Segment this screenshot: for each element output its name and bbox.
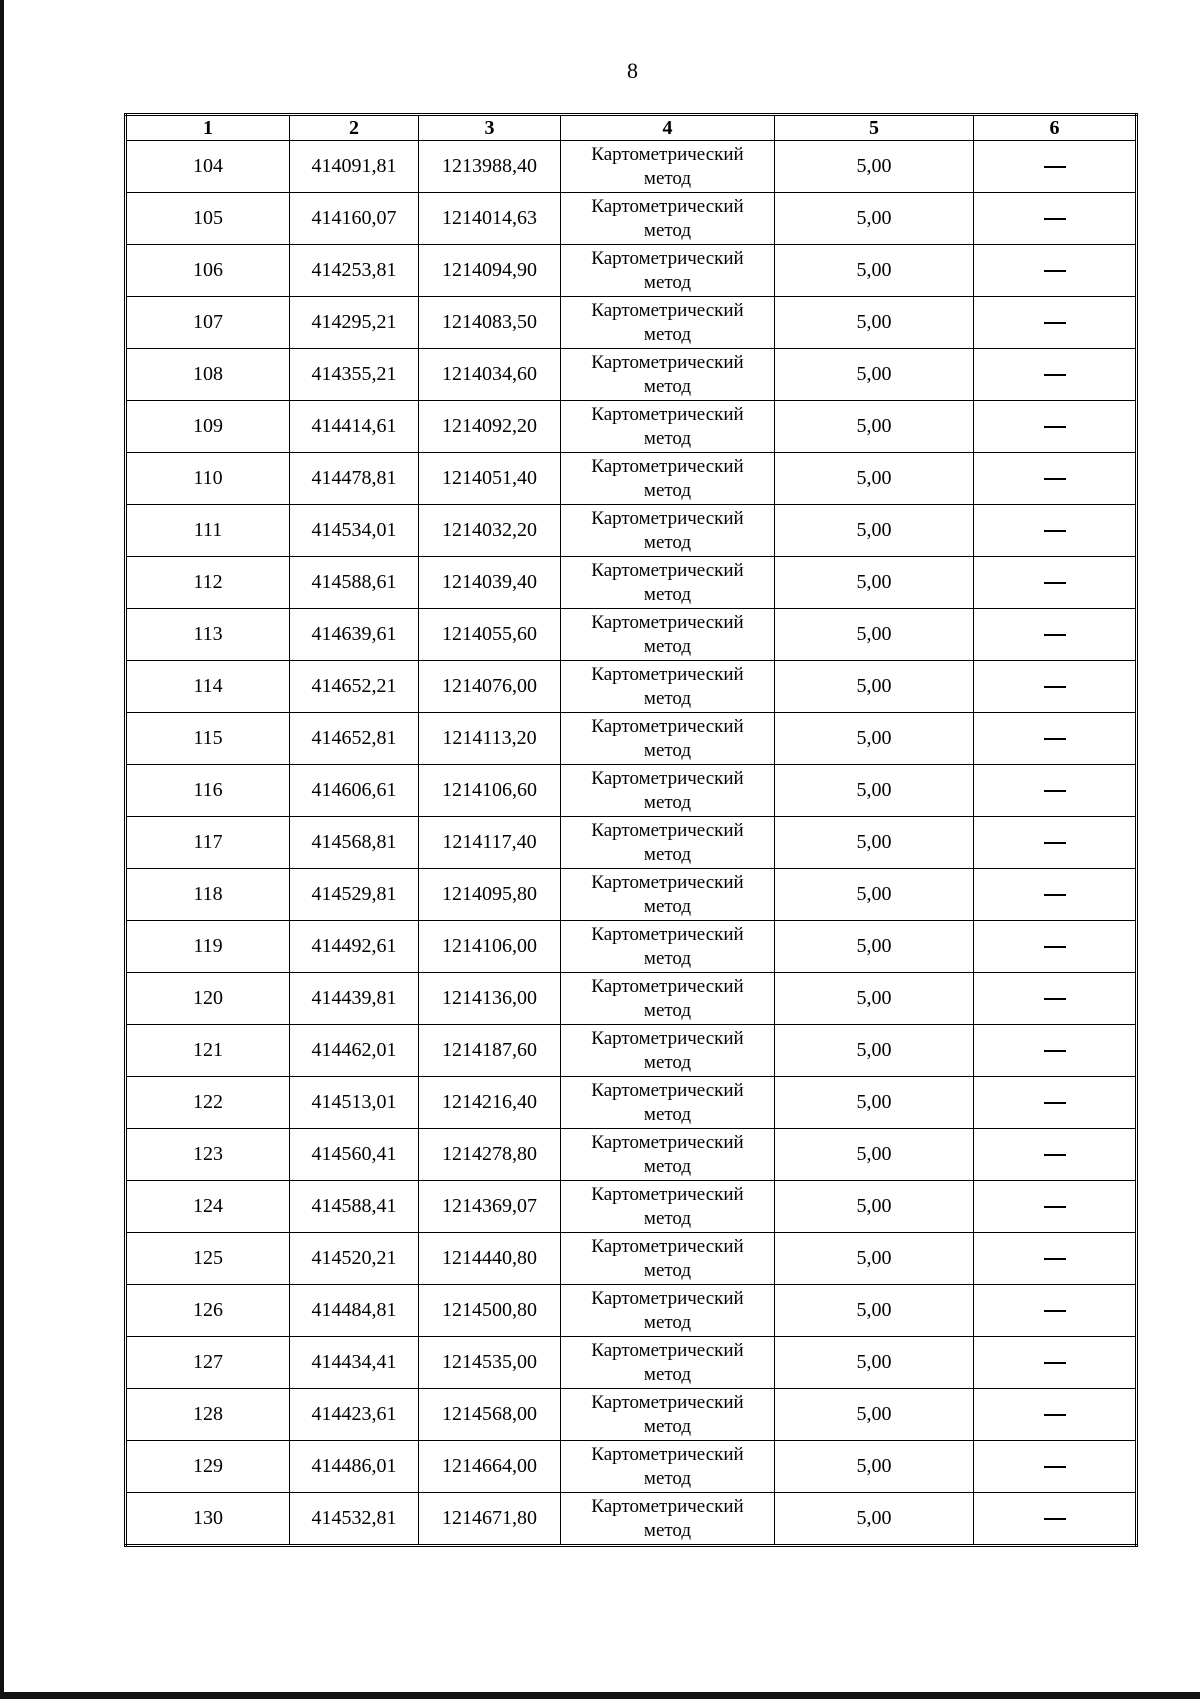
method-line-2: метод [643, 1259, 692, 1281]
x-coordinate-cell: 414355,21 [290, 349, 419, 401]
x-coordinate-cell: 414160,07 [290, 193, 419, 245]
x-coordinate-cell: 414588,61 [290, 557, 419, 609]
method-line-1: Картометрический [591, 299, 744, 321]
x-coordinate-cell: 414568,81 [290, 817, 419, 869]
method-line-1: Картометрический [591, 247, 744, 269]
y-coordinate-cell: 1214671,80 [419, 1493, 561, 1546]
method-line-1: Картометрический [591, 1443, 744, 1465]
column-6-cell [974, 869, 1137, 921]
header-col-4: 4 [561, 115, 775, 141]
accuracy-cell: 5,00 [775, 661, 974, 713]
method-cell [561, 1129, 775, 1181]
point-number-cell: 124 [126, 1181, 290, 1233]
point-number-cell: 129 [126, 1441, 290, 1493]
column-6-cell [974, 1441, 1137, 1493]
method-line-2: метод [643, 791, 692, 813]
accuracy-cell: 5,00 [775, 1285, 974, 1337]
method-line-2: метод [643, 1467, 692, 1489]
method-cell [561, 1337, 775, 1389]
table-row [126, 453, 1137, 505]
column-6-cell [974, 765, 1137, 817]
point-number-cell: 114 [126, 661, 290, 713]
table-row [126, 609, 1137, 661]
point-number-cell: 106 [126, 245, 290, 297]
page-left-edge [0, 0, 4, 1699]
method-cell [561, 245, 775, 297]
point-number-cell: 117 [126, 817, 290, 869]
table-row [126, 141, 1137, 193]
method-line-1: Картометрический [591, 143, 744, 165]
method-cell [561, 973, 775, 1025]
method-cell [561, 817, 775, 869]
method-cell [561, 1077, 775, 1129]
table-row [126, 921, 1137, 973]
table-row [126, 1233, 1137, 1285]
point-number-cell: 121 [126, 1025, 290, 1077]
y-coordinate-cell: 1214117,40 [419, 817, 561, 869]
method-cell [561, 557, 775, 609]
column-6-cell [974, 661, 1137, 713]
column-6-cell [974, 401, 1137, 453]
x-coordinate-cell: 414295,21 [290, 297, 419, 349]
x-coordinate-cell: 414529,81 [290, 869, 419, 921]
method-line-2: метод [643, 843, 692, 865]
accuracy-cell: 5,00 [775, 609, 974, 661]
method-line-2: метод [643, 323, 692, 345]
dash-mark [1044, 426, 1066, 428]
dash-mark [1044, 1414, 1066, 1416]
method-line-1: Картометрический [591, 663, 744, 685]
method-line-1: Картометрический [591, 871, 744, 893]
point-number-cell: 109 [126, 401, 290, 453]
column-6-cell [974, 505, 1137, 557]
dash-mark [1044, 582, 1066, 584]
header-row [126, 115, 1137, 141]
y-coordinate-cell: 1214136,00 [419, 973, 561, 1025]
table-body [126, 141, 1137, 1546]
method-cell [561, 609, 775, 661]
x-coordinate-cell: 414253,81 [290, 245, 419, 297]
y-coordinate-cell: 1214500,80 [419, 1285, 561, 1337]
method-line-2: метод [643, 947, 692, 969]
method-line-2: метод [643, 375, 692, 397]
table-row [126, 973, 1137, 1025]
x-coordinate-cell: 414652,81 [290, 713, 419, 765]
method-line-1: Картометрический [591, 715, 744, 737]
y-coordinate-cell: 1214216,40 [419, 1077, 561, 1129]
method-line-2: метод [643, 427, 692, 449]
dash-mark [1044, 738, 1066, 740]
accuracy-cell: 5,00 [775, 245, 974, 297]
x-coordinate-cell: 414414,61 [290, 401, 419, 453]
table-row [126, 765, 1137, 817]
x-coordinate-cell: 414486,01 [290, 1441, 419, 1493]
column-6-cell [974, 973, 1137, 1025]
point-number-cell: 104 [126, 141, 290, 193]
y-coordinate-cell: 1214051,40 [419, 453, 561, 505]
method-cell [561, 661, 775, 713]
point-number-cell: 123 [126, 1129, 290, 1181]
dash-mark [1044, 1102, 1066, 1104]
method-cell [561, 1181, 775, 1233]
method-line-2: метод [643, 219, 692, 241]
method-cell [561, 713, 775, 765]
accuracy-cell: 5,00 [775, 1129, 974, 1181]
table-row [126, 1389, 1137, 1441]
dash-mark [1044, 946, 1066, 948]
page-number: 8 [627, 58, 638, 83]
table-row [126, 349, 1137, 401]
point-number-cell: 105 [126, 193, 290, 245]
x-coordinate-cell: 414513,01 [290, 1077, 419, 1129]
header-col-6: 6 [974, 115, 1137, 141]
method-line-1: Картометрический [591, 819, 744, 841]
method-line-2: метод [643, 1363, 692, 1385]
method-cell [561, 1389, 775, 1441]
y-coordinate-cell: 1214187,60 [419, 1025, 561, 1077]
column-6-cell [974, 713, 1137, 765]
column-6-cell [974, 1077, 1137, 1129]
method-line-2: метод [643, 739, 692, 761]
column-6-cell [974, 141, 1137, 193]
method-line-1: Картометрический [591, 559, 744, 581]
dash-mark [1044, 1154, 1066, 1156]
accuracy-cell: 5,00 [775, 349, 974, 401]
table-row [126, 1285, 1137, 1337]
table-row [126, 297, 1137, 349]
point-number-cell: 127 [126, 1337, 290, 1389]
method-line-1: Картометрический [591, 1183, 744, 1205]
method-line-2: метод [643, 271, 692, 293]
method-line-1: Картометрический [591, 1027, 744, 1049]
x-coordinate-cell: 414532,81 [290, 1493, 419, 1546]
accuracy-cell: 5,00 [775, 557, 974, 609]
point-number-cell: 130 [126, 1493, 290, 1546]
x-coordinate-cell: 414434,41 [290, 1337, 419, 1389]
method-cell [561, 869, 775, 921]
y-coordinate-cell: 1214055,60 [419, 609, 561, 661]
method-line-2: метод [643, 895, 692, 917]
page-bottom-edge [0, 1692, 1200, 1699]
method-cell [561, 401, 775, 453]
accuracy-cell: 5,00 [775, 1389, 974, 1441]
point-number-cell: 107 [126, 297, 290, 349]
y-coordinate-cell: 1214083,50 [419, 297, 561, 349]
method-cell [561, 193, 775, 245]
method-line-1: Картометрический [591, 767, 744, 789]
point-number-cell: 110 [126, 453, 290, 505]
method-line-1: Картометрический [591, 1339, 744, 1361]
table-row [126, 1181, 1137, 1233]
method-line-1: Картометрический [591, 351, 744, 373]
method-line-2: метод [643, 1311, 692, 1333]
method-cell [561, 453, 775, 505]
accuracy-cell: 5,00 [775, 401, 974, 453]
y-coordinate-cell: 1213988,40 [419, 141, 561, 193]
dash-mark [1044, 478, 1066, 480]
point-number-cell: 119 [126, 921, 290, 973]
y-coordinate-cell: 1214094,90 [419, 245, 561, 297]
accuracy-cell: 5,00 [775, 297, 974, 349]
dash-mark [1044, 634, 1066, 636]
x-coordinate-cell: 414652,21 [290, 661, 419, 713]
method-line-2: метод [643, 1103, 692, 1125]
point-number-cell: 113 [126, 609, 290, 661]
method-line-2: метод [643, 999, 692, 1021]
method-line-1: Картометрический [591, 1495, 744, 1517]
dash-mark [1044, 374, 1066, 376]
x-coordinate-cell: 414439,81 [290, 973, 419, 1025]
x-coordinate-cell: 414606,61 [290, 765, 419, 817]
method-cell [561, 1233, 775, 1285]
column-6-cell [974, 1129, 1137, 1181]
dash-mark [1044, 270, 1066, 272]
method-cell [561, 1025, 775, 1077]
method-line-1: Картометрический [591, 1131, 744, 1153]
method-line-2: метод [643, 531, 692, 553]
method-line-1: Картометрический [591, 975, 744, 997]
method-line-2: метод [643, 479, 692, 501]
table-row [126, 193, 1137, 245]
header-col-3: 3 [419, 115, 561, 141]
method-line-1: Картометрический [591, 1235, 744, 1257]
accuracy-cell: 5,00 [775, 921, 974, 973]
accuracy-cell: 5,00 [775, 193, 974, 245]
method-line-1: Картометрический [591, 455, 744, 477]
column-6-cell [974, 1233, 1137, 1285]
method-cell [561, 765, 775, 817]
table-row [126, 661, 1137, 713]
method-line-1: Картометрический [591, 507, 744, 529]
method-line-2: метод [643, 635, 692, 657]
column-6-cell [974, 1493, 1137, 1546]
x-coordinate-cell: 414492,61 [290, 921, 419, 973]
table-row [126, 505, 1137, 557]
dash-mark [1044, 218, 1066, 220]
dash-mark [1044, 842, 1066, 844]
y-coordinate-cell: 1214106,60 [419, 765, 561, 817]
method-line-2: метод [643, 687, 692, 709]
column-6-cell [974, 1181, 1137, 1233]
accuracy-cell: 5,00 [775, 1025, 974, 1077]
dash-mark [1044, 1362, 1066, 1364]
point-number-cell: 115 [126, 713, 290, 765]
method-cell [561, 141, 775, 193]
column-6-cell [974, 1285, 1137, 1337]
y-coordinate-cell: 1214106,00 [419, 921, 561, 973]
column-6-cell [974, 1025, 1137, 1077]
point-number-cell: 116 [126, 765, 290, 817]
dash-mark [1044, 998, 1066, 1000]
x-coordinate-cell: 414560,41 [290, 1129, 419, 1181]
method-line-1: Картометрический [591, 195, 744, 217]
column-6-cell [974, 1337, 1137, 1389]
y-coordinate-cell: 1214664,00 [419, 1441, 561, 1493]
method-line-2: метод [643, 1519, 692, 1541]
header-col-2: 2 [290, 115, 419, 141]
column-6-cell [974, 817, 1137, 869]
method-line-1: Картометрический [591, 1391, 744, 1413]
point-number-cell: 126 [126, 1285, 290, 1337]
column-6-cell [974, 1389, 1137, 1441]
method-cell [561, 1285, 775, 1337]
accuracy-cell: 5,00 [775, 453, 974, 505]
accuracy-cell: 5,00 [775, 713, 974, 765]
method-line-1: Картометрический [591, 611, 744, 633]
accuracy-cell: 5,00 [775, 1493, 974, 1546]
x-coordinate-cell: 414091,81 [290, 141, 419, 193]
table-row [126, 817, 1137, 869]
accuracy-cell: 5,00 [775, 1337, 974, 1389]
x-coordinate-cell: 414588,41 [290, 1181, 419, 1233]
y-coordinate-cell: 1214076,00 [419, 661, 561, 713]
x-coordinate-cell: 414534,01 [290, 505, 419, 557]
column-6-cell [974, 609, 1137, 661]
header-col-1: 1 [126, 115, 290, 141]
point-number-cell: 128 [126, 1389, 290, 1441]
dash-mark [1044, 1466, 1066, 1468]
header-col-5: 5 [775, 115, 974, 141]
accuracy-cell: 5,00 [775, 1181, 974, 1233]
method-cell [561, 1493, 775, 1546]
dash-mark [1044, 1206, 1066, 1208]
y-coordinate-cell: 1214034,60 [419, 349, 561, 401]
accuracy-cell: 5,00 [775, 141, 974, 193]
dash-mark [1044, 1258, 1066, 1260]
x-coordinate-cell: 414520,21 [290, 1233, 419, 1285]
table-row [126, 1337, 1137, 1389]
dash-mark [1044, 790, 1066, 792]
accuracy-cell: 5,00 [775, 1233, 974, 1285]
dash-mark [1044, 1518, 1066, 1520]
column-6-cell [974, 921, 1137, 973]
column-6-cell [974, 297, 1137, 349]
y-coordinate-cell: 1214095,80 [419, 869, 561, 921]
y-coordinate-cell: 1214440,80 [419, 1233, 561, 1285]
table-row [126, 557, 1137, 609]
point-number-cell: 122 [126, 1077, 290, 1129]
accuracy-cell: 5,00 [775, 505, 974, 557]
dash-mark [1044, 894, 1066, 896]
accuracy-cell: 5,00 [775, 817, 974, 869]
column-6-cell [974, 193, 1137, 245]
accuracy-cell: 5,00 [775, 1441, 974, 1493]
method-line-1: Картометрический [591, 403, 744, 425]
dash-mark [1044, 530, 1066, 532]
table-row [126, 1493, 1137, 1546]
column-6-cell [974, 245, 1137, 297]
table-row [126, 245, 1137, 297]
y-coordinate-cell: 1214568,00 [419, 1389, 561, 1441]
x-coordinate-cell: 414484,81 [290, 1285, 419, 1337]
y-coordinate-cell: 1214092,20 [419, 401, 561, 453]
accuracy-cell: 5,00 [775, 869, 974, 921]
accuracy-cell: 5,00 [775, 765, 974, 817]
method-line-2: метод [643, 1155, 692, 1177]
point-number-cell: 111 [126, 505, 290, 557]
method-line-2: метод [643, 1207, 692, 1229]
y-coordinate-cell: 1214032,20 [419, 505, 561, 557]
table-row [126, 1025, 1137, 1077]
point-number-cell: 125 [126, 1233, 290, 1285]
method-cell [561, 297, 775, 349]
table-header [126, 115, 1137, 141]
x-coordinate-cell: 414478,81 [290, 453, 419, 505]
x-coordinate-cell: 414423,61 [290, 1389, 419, 1441]
method-line-2: метод [643, 1415, 692, 1437]
y-coordinate-cell: 1214039,40 [419, 557, 561, 609]
method-line-2: метод [643, 583, 692, 605]
y-coordinate-cell: 1214278,80 [419, 1129, 561, 1181]
method-line-2: метод [643, 1051, 692, 1073]
column-6-cell [974, 557, 1137, 609]
y-coordinate-cell: 1214014,63 [419, 193, 561, 245]
dash-mark [1044, 1310, 1066, 1312]
x-coordinate-cell: 414639,61 [290, 609, 419, 661]
method-line-1: Картометрический [591, 1287, 744, 1309]
point-number-cell: 120 [126, 973, 290, 1025]
method-cell [561, 1441, 775, 1493]
method-line-1: Картометрический [591, 1079, 744, 1101]
method-line-1: Картометрический [591, 923, 744, 945]
point-number-cell: 118 [126, 869, 290, 921]
table-row [126, 1129, 1137, 1181]
table-row [126, 869, 1137, 921]
dash-mark [1044, 166, 1066, 168]
accuracy-cell: 5,00 [775, 1077, 974, 1129]
y-coordinate-cell: 1214113,20 [419, 713, 561, 765]
table-row [126, 713, 1137, 765]
column-6-cell [974, 453, 1137, 505]
x-coordinate-cell: 414462,01 [290, 1025, 419, 1077]
point-number-cell: 108 [126, 349, 290, 401]
method-cell [561, 921, 775, 973]
dash-mark [1044, 1050, 1066, 1052]
accuracy-cell: 5,00 [775, 973, 974, 1025]
table-row [126, 1441, 1137, 1493]
method-cell [561, 349, 775, 401]
table-row [126, 1077, 1137, 1129]
method-cell [561, 505, 775, 557]
point-number-cell: 112 [126, 557, 290, 609]
dash-mark [1044, 322, 1066, 324]
y-coordinate-cell: 1214369,07 [419, 1181, 561, 1233]
method-line-2: метод [643, 167, 692, 189]
coordinates-table [124, 113, 1138, 1547]
column-6-cell [974, 349, 1137, 401]
y-coordinate-cell: 1214535,00 [419, 1337, 561, 1389]
dash-mark [1044, 686, 1066, 688]
table-row [126, 401, 1137, 453]
